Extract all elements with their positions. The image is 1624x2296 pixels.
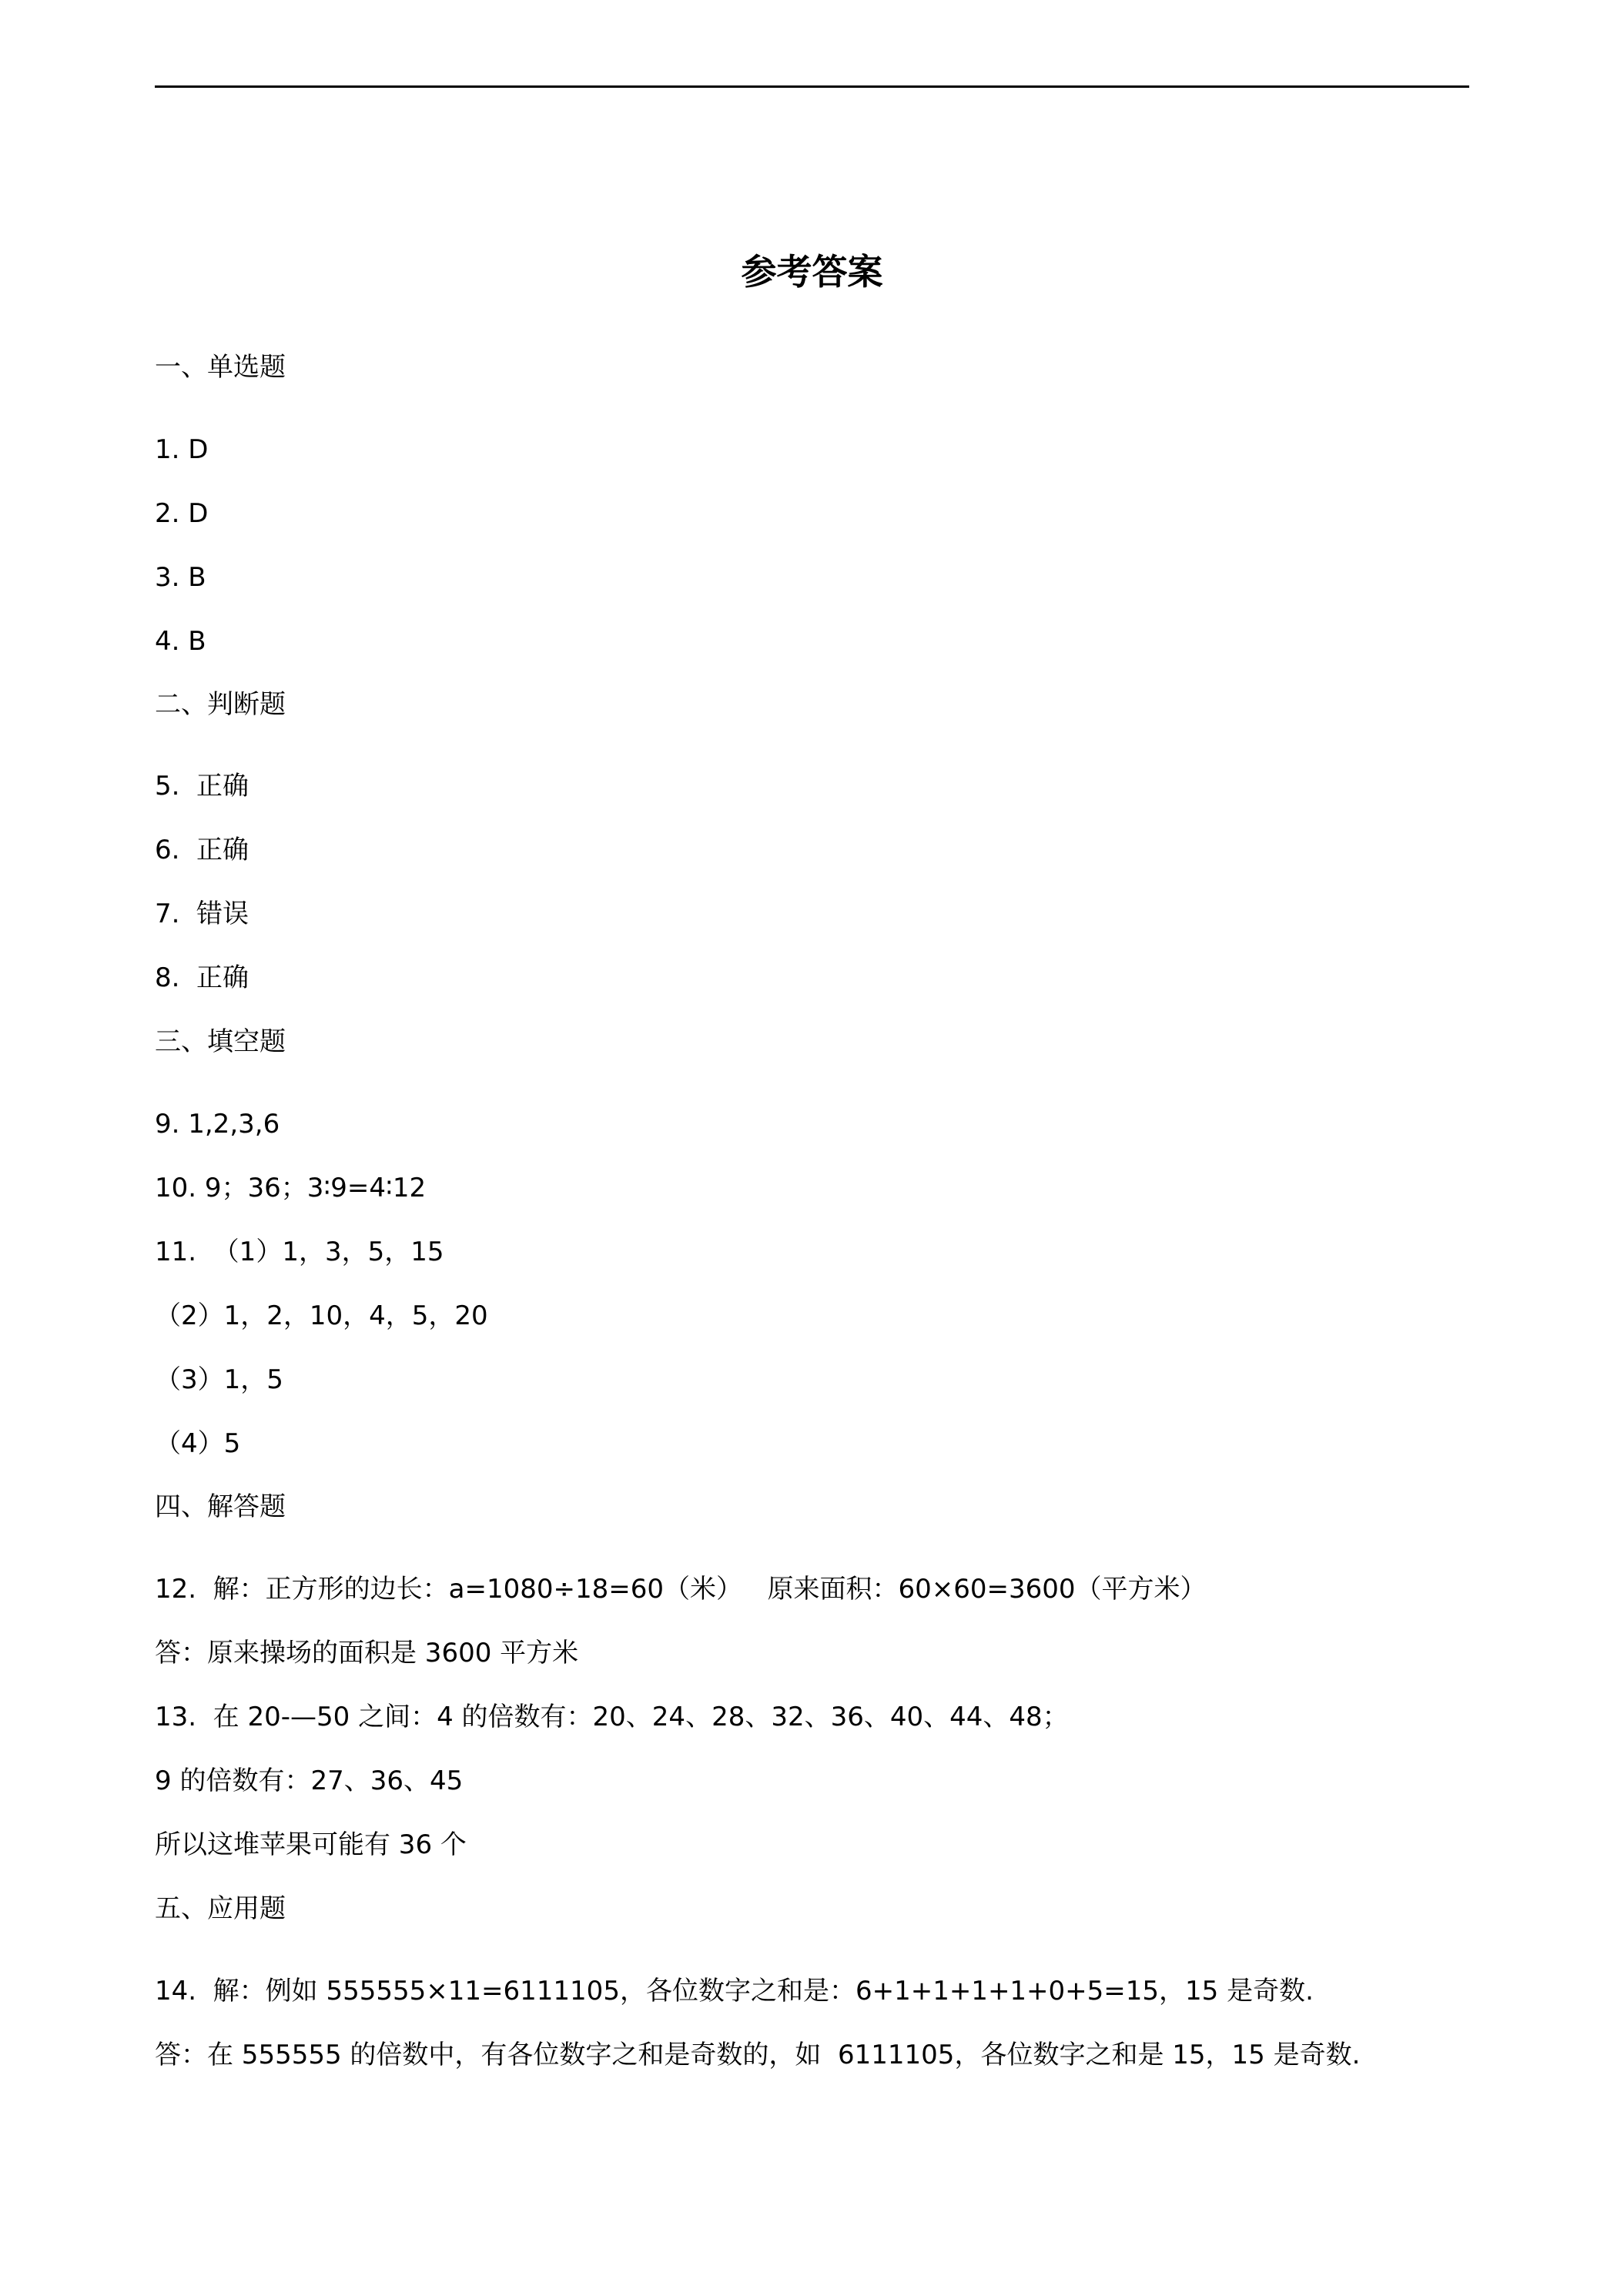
answer-12-line-1: 12. 解：正方形的边长：a=1080÷18=60（米） 原来面积：60×60=3600（平方米） bbox=[155, 1574, 1207, 1605]
answer-6: 6. 正确 bbox=[155, 835, 249, 865]
answer-13-line-1: 13. 在 20-—50 之间：4 的倍数有：20、24、28、32、36、40、44、48； bbox=[155, 1702, 1069, 1732]
section-heading-application: 五、应用题 bbox=[155, 1893, 286, 1924]
answer-4: 4. B bbox=[155, 626, 206, 657]
answer-11-part-1: 11. （1）1，3，5，15 bbox=[155, 1237, 444, 1267]
answer-13-line-3: 所以这堆苹果可能有 36 个 bbox=[155, 1829, 467, 1860]
answer-7: 7. 错误 bbox=[155, 899, 249, 929]
section-heading-fill-blank: 三、填空题 bbox=[155, 1026, 286, 1057]
answer-14-line-2: 答：在 555555 的倍数中，有各位数字之和是奇数的，如 6111105，各位数字之和是 15，15 是奇数. bbox=[155, 2040, 1361, 2070]
answer-5: 5. 正确 bbox=[155, 771, 249, 802]
answer-11-part-4: （4）5 bbox=[155, 1428, 241, 1459]
answer-8: 8. 正确 bbox=[155, 962, 249, 993]
answer-2: 2. D bbox=[155, 498, 209, 529]
section-heading-single-choice: 一、单选题 bbox=[155, 352, 286, 383]
answer-11-part-2: （2）1，2，10，4，5，20 bbox=[155, 1300, 488, 1331]
section-heading-true-false: 二、判断题 bbox=[155, 689, 286, 720]
answer-9: 9. 1,2,3,6 bbox=[155, 1109, 280, 1140]
answer-3: 3. B bbox=[155, 562, 206, 593]
answer-10: 10. 9；36；3∶9=4∶12 bbox=[155, 1173, 427, 1203]
answer-13-line-2: 9 的倍数有：27、36、45 bbox=[155, 1766, 464, 1796]
answer-11-part-3: （3）1，5 bbox=[155, 1364, 283, 1395]
header-rule bbox=[155, 85, 1469, 88]
section-heading-solve: 四、解答题 bbox=[155, 1491, 286, 1522]
answer-12-line-2: 答：原来操场的面积是 3600 平方米 bbox=[155, 1638, 579, 1668]
answer-1: 1. D bbox=[155, 434, 209, 465]
answer-14-line-1: 14. 解：例如 555555×11=6111105，各位数字之和是：6+1+1+1+1+0+5=15，15 是奇数. bbox=[155, 1976, 1314, 2006]
page-title: 参考答案 bbox=[741, 251, 883, 293]
